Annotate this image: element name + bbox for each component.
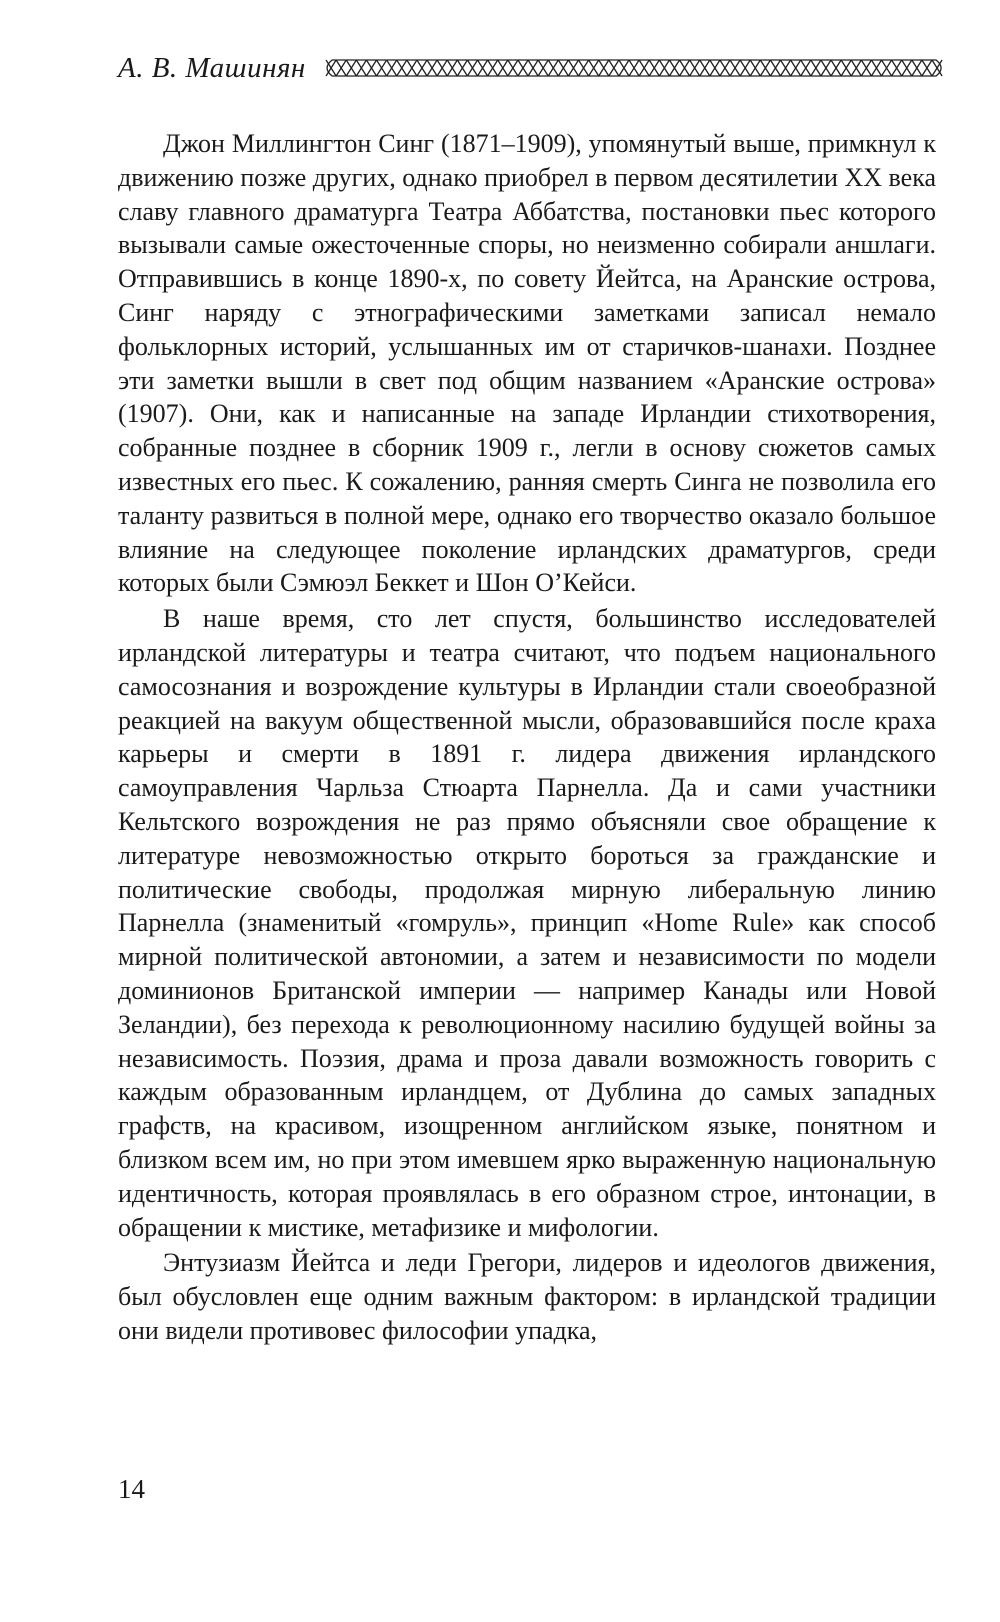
page-number: 14 bbox=[118, 1474, 145, 1504]
running-header bbox=[118, 46, 948, 90]
paragraph: Джон Миллингтон Синг (1871–1909), упомянутый выше, примкнул к движению позже других, однако приобрел в первом десятилетии XX века славу главного драматурга Театра Аббатства, постановки пьес которого вызывали самые ожесточенные споры, но неизменно собирали аншлаги. Отправившись в конце 1890-х, по совету Йейтса, на Аранские острова, Синг наряду с этнографическими заметками записал немало фольклорных историй, услышанных им от старичков-шанахи. Позднее эти заметки вышли в свет под общим названием «Аранские острова» (1907). Они, как и написанные на западе Ирландии стихотворения, собранные позднее в сборник 1909 г., легли в основу сюжетов самых известных его пьес. К сожалению, ранняя смерть Синга не позволила его таланту развиться в полной мере, однако его творчество оказало большое влияние на следующее поколение ирландских драматургов, среди которых были Сэмюэл Беккет и Шон О’Кейси. bbox=[118, 129, 936, 598]
author-running-head: А. В. Машинян bbox=[118, 51, 306, 84]
paragraph: Энтузиазм Йейтса и леди Грегори, лидеров и идеологов движения, был обусловлен еще одним важным фактором: в ирландской традиции они видели противовес философии упадка, bbox=[118, 1248, 936, 1345]
main-text bbox=[118, 127, 936, 1348]
paragraph: В наше время, сто лет спустя, большинство исследователей ирландской литературы и театра считают, что подъем национального самосознания и возрождение культуры в Ирландии стали своеобразной реакцией на вакуум общественной мысли, образовавшийся после краха карьеры и смерти в 1891 г. лидера движения ирландского самоуправления Чарльза Стюарта Парнелла. Да и сами участники Кельтского возрождения не раз прямо объясняли свое обращение к литературе невозможностью открыто бороться за гражданские и политические свободы, продолжая мирную либеральную линию Парнелла (знаменитый «гомруль», принцип «Home Rule» как способ мирной политической автономии, а затем и независимости по модели доминионов Британской империи — например Канады или Новой Зеландии), без перехода к революционному насилию будущей войны за независимость. Поэзия, драма и проза давали возможность говорить с каждым образованным ирландцем, от Дублина до самых западных графств, на красивом, изощренном английском языке, понятном и близком всем им, но при этом имевшем ярко выраженную национальную идентичность, которая проявлялась в его образном строе, интонации, в обращении к мистике, метафизике и мифологии. bbox=[118, 604, 936, 1242]
decorative-border-icon bbox=[322, 57, 948, 79]
